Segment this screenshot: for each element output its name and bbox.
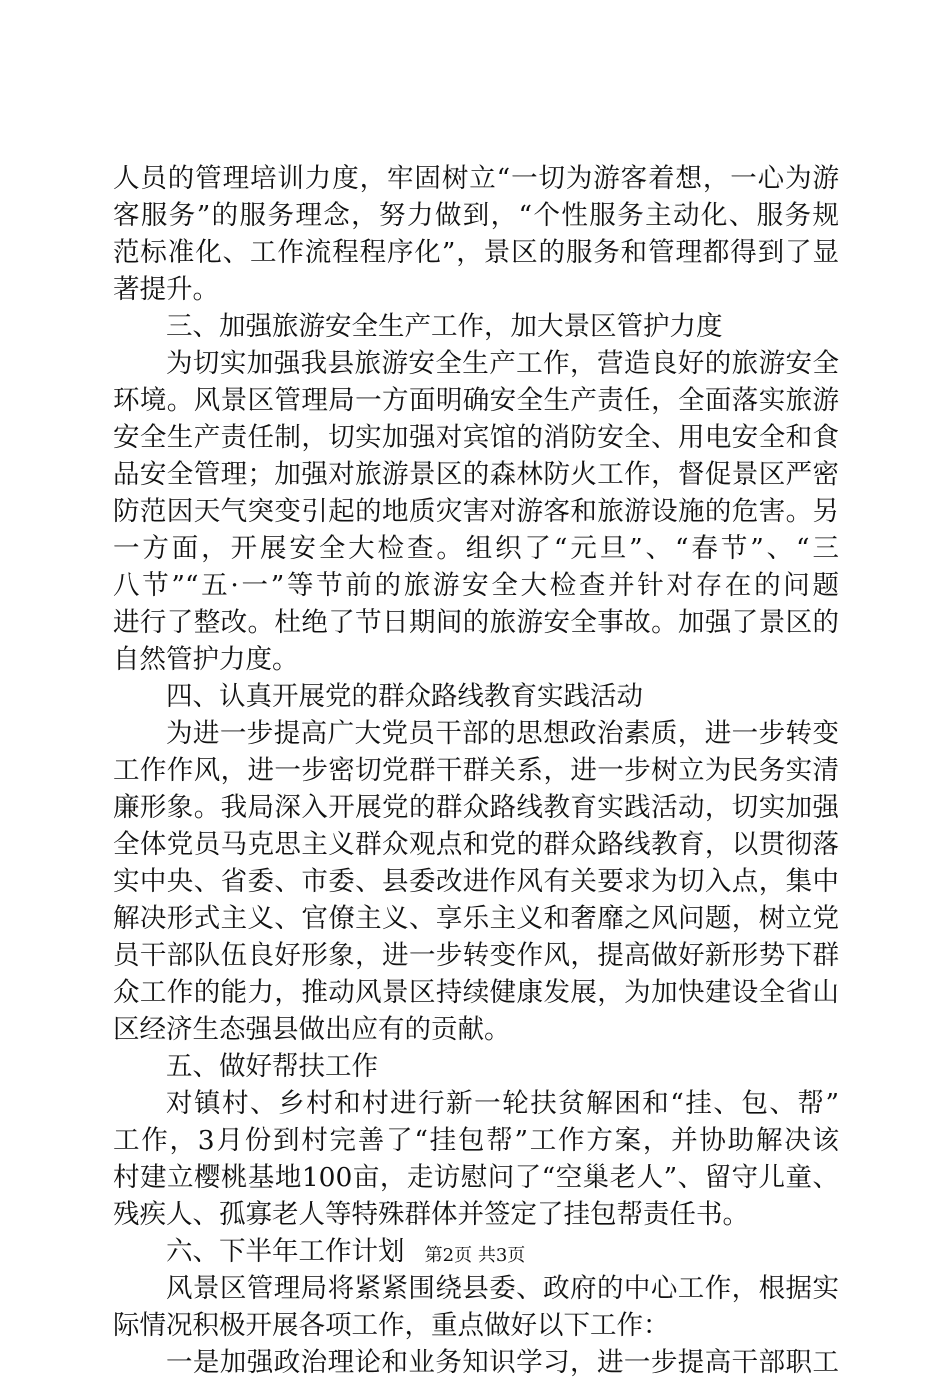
text-line: 残疾人、孤寡老人等特殊群体并签定了挂包帮责任书。 <box>113 1199 749 1230</box>
text-line: 六、下半年工作计划 <box>166 1236 405 1267</box>
text-line: 全体党员马克思主义群众观点和党的群众路线教育，以贯彻落 <box>113 829 839 860</box>
text-line: 安全生产责任制，切实加强对宾馆的消防安全、用电安全和食 <box>113 422 839 453</box>
text-line: 范标准化、工作流程程序化”，景区的服务和管理都得到了显 <box>113 237 839 268</box>
text-line: 著提升。 <box>113 274 219 305</box>
text-line: 际情况积极开展各项工作，重点做好以下工作： <box>113 1310 670 1341</box>
text-line: 廉形象。我局深入开展党的群众路线教育实践活动，切实加强 <box>113 792 839 823</box>
text-line: 环境。风景区管理局一方面明确安全生产责任，全面落实旅游 <box>113 385 839 416</box>
text-line: 五、做好帮扶工作 <box>166 1051 378 1082</box>
text-line: 工作，3月份到村完善了“挂包帮”工作方案，并协助解决该 <box>113 1125 839 1156</box>
text-line: 进行了整改。杜绝了节日期间的旅游安全事故。加强了景区的 <box>113 607 839 638</box>
text-line: 为切实加强我县旅游安全生产工作，营造良好的旅游安全 <box>166 348 839 379</box>
text-line: 解决形式主义、官僚主义、享乐主义和奢靡之风问题，树立党 <box>113 903 839 934</box>
text-line: 八节”“五·一”等节前的旅游安全大检查并针对存在的问题 <box>113 570 839 601</box>
text-line: 三、加强旅游安全生产工作，加大景区管护力度 <box>166 311 723 342</box>
text-line: 防范因天气突变引起的地质灾害对游客和旅游设施的危害。另 <box>113 496 839 527</box>
text-line: 客服务”的服务理念，努力做到，“个性服务主动化、服务规 <box>113 200 839 231</box>
text-line: 区经济生态强县做出应有的贡献。 <box>113 1014 511 1045</box>
page-footer: 第2页 共3页 <box>424 1245 526 1266</box>
text-line: 人员的管理培训力度，牢固树立“一切为游客着想，一心为游 <box>113 163 839 194</box>
text-line: 员干部队伍良好形象，进一步转变作风，提高做好新形势下群 <box>113 940 839 971</box>
text-line: 一方面，开展安全大检查。组织了“元旦”、“春节”、“三 <box>113 533 839 564</box>
text-line: 村建立樱桃基地100亩，走访慰问了“空巢老人”、留守儿童、 <box>113 1162 839 1193</box>
text-line: 一是加强政治理论和业务知识学习，进一步提高干部职工 <box>166 1347 839 1378</box>
text-line: 对镇村、乡村和村进行新一轮扶贫解困和“挂、包、帮” <box>166 1088 839 1119</box>
text-line: 自然管护力度。 <box>113 644 299 675</box>
text-line: 工作作风，进一步密切党群干群关系，进一步树立为民务实清 <box>113 755 839 786</box>
text-line: 众工作的能力，推动风景区持续健康发展，为加快建设全省山 <box>113 977 839 1008</box>
text-line: 风景区管理局将紧紧围绕县委、政府的中心工作，根据实 <box>166 1273 839 1304</box>
text-line: 品安全管理；加强对旅游景区的森林防火工作，督促景区严密 <box>113 459 839 490</box>
document-body <box>113 160 839 1381</box>
text-line: 为进一步提高广大党员干部的思想政治素质，进一步转变 <box>166 718 839 749</box>
text-line: 四、认真开展党的群众路线教育实践活动 <box>166 681 643 712</box>
text-line: 实中央、省委、市委、县委改进作风有关要求为切入点，集中 <box>113 866 839 897</box>
